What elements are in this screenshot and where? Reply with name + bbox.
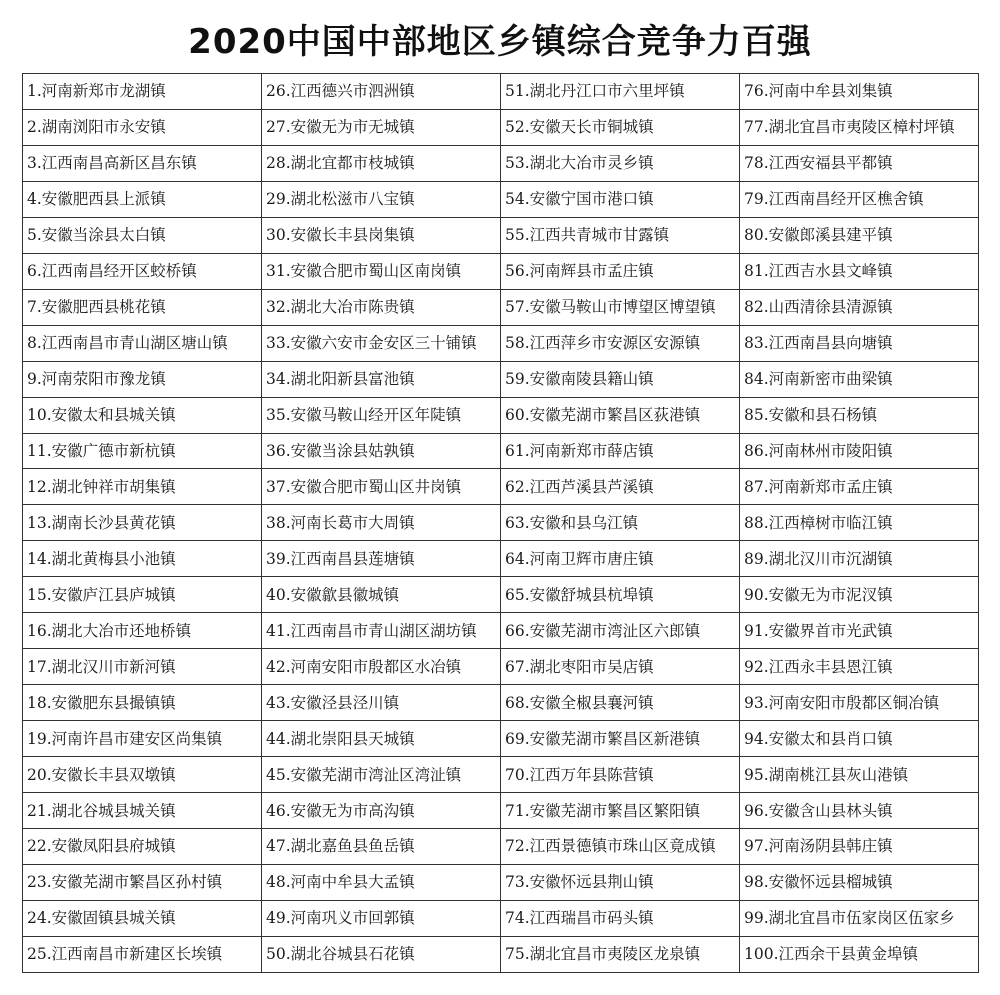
table-row <box>23 721 979 757</box>
table-cell: 42.河南安阳市殷都区水冶镇 <box>262 649 501 685</box>
table-cell: 67.湖北枣阳市吴店镇 <box>501 649 740 685</box>
table-row <box>23 505 979 541</box>
table-cell: 80.安徽郎溪县建平镇 <box>740 217 979 253</box>
table-cell: 82.山西清徐县清源镇 <box>740 289 979 325</box>
table-row <box>23 253 979 289</box>
table-cell: 51.湖北丹江口市六里坪镇 <box>501 74 740 110</box>
table-cell: 47.湖北嘉鱼县鱼岳镇 <box>262 829 501 865</box>
table-cell: 14.湖北黄梅县小池镇 <box>23 541 262 577</box>
table-cell: 16.湖北大冶市还地桥镇 <box>23 613 262 649</box>
table-cell: 48.河南中牟县大孟镇 <box>262 864 501 900</box>
table-cell: 83.江西南昌县向塘镇 <box>740 325 979 361</box>
table-cell: 33.安徽六安市金安区三十铺镇 <box>262 325 501 361</box>
table-cell: 60.安徽芜湖市繁昌区荻港镇 <box>501 397 740 433</box>
table-cell: 97.河南汤阴县韩庄镇 <box>740 829 979 865</box>
table-cell: 75.湖北宜昌市夷陵区龙泉镇 <box>501 936 740 972</box>
table-cell: 25.江西南昌市新建区长埃镇 <box>23 936 262 972</box>
table-cell: 88.江西樟树市临江镇 <box>740 505 979 541</box>
table-row <box>23 217 979 253</box>
table-row <box>23 74 979 110</box>
table-cell: 55.江西共青城市甘露镇 <box>501 217 740 253</box>
table-cell: 11.安徽广德市新杭镇 <box>23 433 262 469</box>
table-cell: 72.江西景德镇市珠山区竟成镇 <box>501 829 740 865</box>
table-cell: 62.江西芦溪县芦溪镇 <box>501 469 740 505</box>
table-cell: 52.安徽天长市铜城镇 <box>501 109 740 145</box>
table-cell: 2.湖南浏阳市永安镇 <box>23 109 262 145</box>
table-cell: 68.安徽全椒县襄河镇 <box>501 685 740 721</box>
table-row <box>23 900 979 936</box>
table-row <box>23 145 979 181</box>
table-cell: 84.河南新密市曲梁镇 <box>740 361 979 397</box>
table-cell: 87.河南新郑市孟庄镇 <box>740 469 979 505</box>
table-row <box>23 864 979 900</box>
table-row <box>23 649 979 685</box>
table-cell: 64.河南卫辉市唐庄镇 <box>501 541 740 577</box>
table-cell: 99.湖北宜昌市伍家岗区伍家乡 <box>740 900 979 936</box>
table-cell: 90.安徽无为市泥汊镇 <box>740 577 979 613</box>
table-cell: 26.江西德兴市泗洲镇 <box>262 74 501 110</box>
table-row <box>23 469 979 505</box>
table-cell: 18.安徽肥东县撮镇镇 <box>23 685 262 721</box>
table-row <box>23 361 979 397</box>
table-cell: 13.湖南长沙县黄花镇 <box>23 505 262 541</box>
table-cell: 76.河南中牟县刘集镇 <box>740 74 979 110</box>
table-cell: 66.安徽芜湖市湾沚区六郎镇 <box>501 613 740 649</box>
table-cell: 81.江西吉水县文峰镇 <box>740 253 979 289</box>
table-cell: 36.安徽当涂县姑孰镇 <box>262 433 501 469</box>
table-cell: 28.湖北宜都市枝城镇 <box>262 145 501 181</box>
table-cell: 94.安徽太和县肖口镇 <box>740 721 979 757</box>
table-cell: 50.湖北谷城县石花镇 <box>262 936 501 972</box>
table-cell: 98.安徽怀远县榴城镇 <box>740 864 979 900</box>
table-cell: 61.河南新郑市薛店镇 <box>501 433 740 469</box>
table-cell: 79.江西南昌经开区樵舍镇 <box>740 181 979 217</box>
table-cell: 12.湖北钟祥市胡集镇 <box>23 469 262 505</box>
table-row <box>23 325 979 361</box>
table-cell: 38.河南长葛市大周镇 <box>262 505 501 541</box>
table-cell: 86.河南林州市陵阳镇 <box>740 433 979 469</box>
table-cell: 30.安徽长丰县岗集镇 <box>262 217 501 253</box>
table-row <box>23 829 979 865</box>
table-cell: 9.河南荥阳市豫龙镇 <box>23 361 262 397</box>
table-cell: 24.安徽固镇县城关镇 <box>23 900 262 936</box>
table-cell: 21.湖北谷城县城关镇 <box>23 793 262 829</box>
table-row <box>23 577 979 613</box>
table-cell: 53.湖北大冶市灵乡镇 <box>501 145 740 181</box>
table-cell: 89.湖北汉川市沉湖镇 <box>740 541 979 577</box>
table-cell: 45.安徽芜湖市湾沚区湾沚镇 <box>262 757 501 793</box>
table-cell: 44.湖北崇阳县天城镇 <box>262 721 501 757</box>
table-row <box>23 433 979 469</box>
table-cell: 78.江西安福县平都镇 <box>740 145 979 181</box>
table-cell: 91.安徽界首市光武镇 <box>740 613 979 649</box>
table-cell: 100.江西余干县黄金埠镇 <box>740 936 979 972</box>
ranking-table <box>22 73 979 973</box>
table-cell: 92.江西永丰县恩江镇 <box>740 649 979 685</box>
table-cell: 56.河南辉县市孟庄镇 <box>501 253 740 289</box>
page-title: 2020中国中部地区乡镇综合竞争力百强 <box>188 22 812 62</box>
table-cell: 43.安徽泾县泾川镇 <box>262 685 501 721</box>
table-cell: 23.安徽芜湖市繁昌区孙村镇 <box>23 864 262 900</box>
table-row <box>23 793 979 829</box>
table-cell: 19.河南许昌市建安区尚集镇 <box>23 721 262 757</box>
table-cell: 29.湖北松滋市八宝镇 <box>262 181 501 217</box>
table-cell: 10.安徽太和县城关镇 <box>23 397 262 433</box>
table-cell: 22.安徽凤阳县府城镇 <box>23 829 262 865</box>
table-row <box>23 289 979 325</box>
table-cell: 3.江西南昌高新区昌东镇 <box>23 145 262 181</box>
table-cell: 27.安徽无为市无城镇 <box>262 109 501 145</box>
table-cell: 85.安徽和县石杨镇 <box>740 397 979 433</box>
table-cell: 40.安徽歙县徽城镇 <box>262 577 501 613</box>
table-cell: 58.江西萍乡市安源区安源镇 <box>501 325 740 361</box>
table-cell: 17.湖北汉川市新河镇 <box>23 649 262 685</box>
table-cell: 4.安徽肥西县上派镇 <box>23 181 262 217</box>
table-cell: 96.安徽含山县林头镇 <box>740 793 979 829</box>
table-cell: 5.安徽当涂县太白镇 <box>23 217 262 253</box>
table-cell: 69.安徽芜湖市繁昌区新港镇 <box>501 721 740 757</box>
table-cell: 34.湖北阳新县富池镇 <box>262 361 501 397</box>
table-cell: 54.安徽宁国市港口镇 <box>501 181 740 217</box>
table-row <box>23 757 979 793</box>
table-cell: 20.安徽长丰县双墩镇 <box>23 757 262 793</box>
table-row <box>23 181 979 217</box>
table-cell: 65.安徽舒城县杭埠镇 <box>501 577 740 613</box>
table-cell: 59.安徽南陵县籍山镇 <box>501 361 740 397</box>
table-row <box>23 397 979 433</box>
table-cell: 8.江西南昌市青山湖区塘山镇 <box>23 325 262 361</box>
table-row <box>23 685 979 721</box>
table-cell: 1.河南新郑市龙湖镇 <box>23 74 262 110</box>
table-cell: 46.安徽无为市高沟镇 <box>262 793 501 829</box>
table-cell: 35.安徽马鞍山经开区年陡镇 <box>262 397 501 433</box>
table-cell: 71.安徽芜湖市繁昌区繁阳镇 <box>501 793 740 829</box>
table-cell: 39.江西南昌县莲塘镇 <box>262 541 501 577</box>
table-cell: 73.安徽怀远县荆山镇 <box>501 864 740 900</box>
table-row <box>23 613 979 649</box>
table-cell: 57.安徽马鞍山市博望区博望镇 <box>501 289 740 325</box>
table-cell: 49.河南巩义市回郭镇 <box>262 900 501 936</box>
table-cell: 37.安徽合肥市蜀山区井岗镇 <box>262 469 501 505</box>
table-cell: 7.安徽肥西县桃花镇 <box>23 289 262 325</box>
table-cell: 41.江西南昌市青山湖区湖坊镇 <box>262 613 501 649</box>
table-cell: 77.湖北宜昌市夷陵区樟村坪镇 <box>740 109 979 145</box>
table-cell: 95.湖南桃江县灰山港镇 <box>740 757 979 793</box>
table-row <box>23 109 979 145</box>
table-row <box>23 936 979 972</box>
table-cell: 6.江西南昌经开区蛟桥镇 <box>23 253 262 289</box>
table-row <box>23 541 979 577</box>
table-cell: 31.安徽合肥市蜀山区南岗镇 <box>262 253 501 289</box>
table-cell: 74.江西瑞昌市码头镇 <box>501 900 740 936</box>
table-cell: 70.江西万年县陈营镇 <box>501 757 740 793</box>
table-cell: 15.安徽庐江县庐城镇 <box>23 577 262 613</box>
table-cell: 32.湖北大冶市陈贵镇 <box>262 289 501 325</box>
table-cell: 63.安徽和县乌江镇 <box>501 505 740 541</box>
table-cell: 93.河南安阳市殷都区铜冶镇 <box>740 685 979 721</box>
